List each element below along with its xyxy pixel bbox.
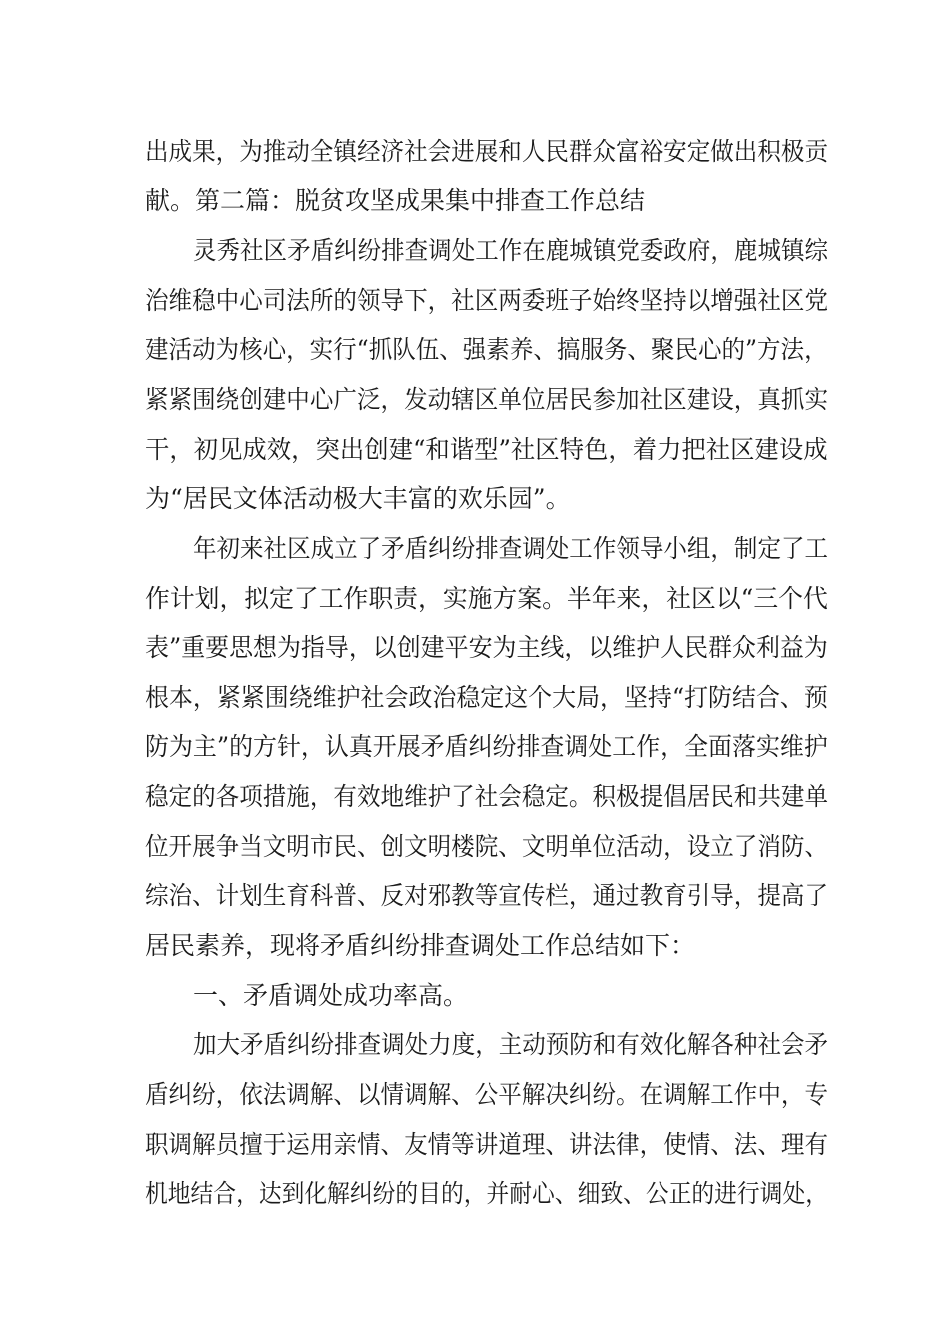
text-line: 出成果，为推动全镇经济社会进展和人民群众富裕安定做出积极贡 bbox=[145, 137, 829, 166]
text-line: 治维稳中心司法所的领导下，社区两委班子始终坚持以增强社区党 bbox=[145, 286, 829, 315]
text-line: 献。第二篇：脱贫攻坚成果集中排查工作总结 bbox=[145, 186, 646, 215]
paragraph-start-line: 加大矛盾纠纷排查调处力度，主动预防和有效化解各种社会矛 bbox=[193, 1030, 829, 1059]
text-line: 稳定的各项措施，有效地维护了社会稳定。积极提倡居民和共建单 bbox=[145, 782, 829, 811]
text-line: 位开展争当文明市民、创文明楼院、文明单位活动，设立了消防、 bbox=[145, 832, 829, 861]
text-line: 综治、计划生育科普、反对邪教等宣传栏，通过教育引导，提高了 bbox=[145, 881, 829, 910]
text-line: 居民素养，现将矛盾纠纷排查调处工作总结如下： bbox=[145, 931, 696, 960]
text-line: 紧紧围绕创建中心广泛，发动辖区单位居民参加社区建设，真抓实 bbox=[145, 385, 829, 414]
text-line: 为“居民文体活动极大丰富的欢乐园”。 bbox=[145, 484, 571, 513]
text-line: 建活动为核心，实行“抓队伍、强素养、搞服务、聚民心的”方法， bbox=[145, 335, 828, 364]
section-heading: 一、矛盾调处成功率高。 bbox=[193, 981, 469, 1010]
text-line: 防为主”的方针，认真开展矛盾纠纷排查调处工作，全面落实维护 bbox=[145, 732, 828, 761]
text-line: 机地结合，达到化解纠纷的目的，并耐心、细致、公正的进行调处， bbox=[145, 1179, 829, 1208]
text-line: 职调解员擅于运用亲情、友情等讲道理、讲法律，使情、法、理有 bbox=[145, 1130, 829, 1159]
text-line: 根本，紧紧围绕维护社会政治稳定这个大局，坚持“打防结合、预 bbox=[145, 683, 828, 712]
text-line: 盾纠纷，依法调解、以情调解、公平解决纠纷。在调解工作中，专 bbox=[145, 1080, 829, 1109]
paragraph-start-line: 灵秀社区矛盾纠纷排查调处工作在鹿城镇党委政府，鹿城镇综 bbox=[193, 236, 829, 265]
text-line: 干，初见成效，突出创建“和谐型”社区特色，着力把社区建设成 bbox=[145, 435, 828, 464]
text-line: 作计划，拟定了工作职责，实施方案。半年来，社区以“三个代 bbox=[145, 584, 828, 613]
paragraph-start-line: 年初来社区成立了矛盾纠纷排查调处工作领导小组，制定了工 bbox=[193, 534, 829, 563]
text-line: 表”重要思想为指导，以创建平安为主线，以维护人民群众利益为 bbox=[145, 633, 828, 662]
